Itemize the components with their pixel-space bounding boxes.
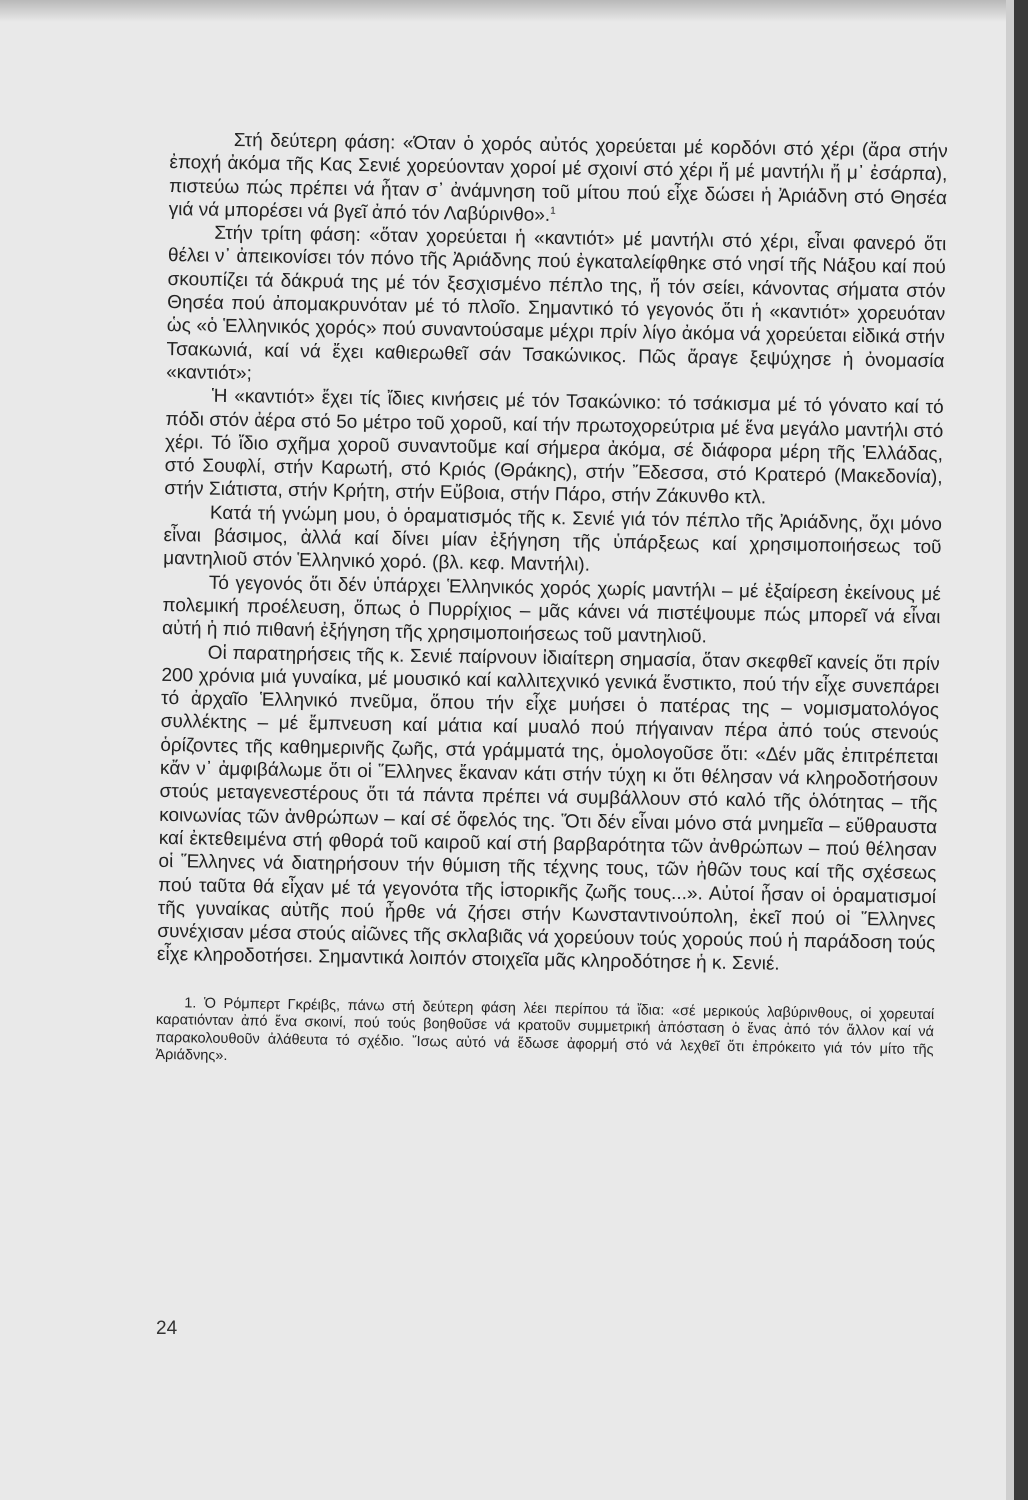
scan-page-edge bbox=[1006, 0, 1014, 1500]
paragraph bbox=[169, 128, 948, 233]
footnote-marker: 1 bbox=[550, 205, 556, 217]
footnote bbox=[155, 995, 934, 1077]
paragraph-text: Στή δεύτερη φάση: «Όταν ὁ χορός αὐτός χορεύεται μέ κορδόνι στό χέρι (ἄρα στήν ἐποχή ἀκόμα τῆς Κας Σενιέ χορεύονταν χοροί μέ σχοινί στό χέρι ἤ μέ μαντήλι ἤ μ᾽ ἐσάρπα), πιστεύω πώς πρέπει νά ἦταν σ᾽ ἀνάμνηση τοῦ μίτου πού εἶχε δώσει ἡ Ἀριάδνη στό Θησέα γιά νά μπορέσει νά βγεῖ ἀπό τόν Λαβύρινθο». bbox=[168, 130, 948, 226]
body-text bbox=[157, 128, 948, 979]
footnote-text: 1. Ὁ Ρόμπερτ Γκρέιβς, πάνω στή δεύτερη φάση λέει περίπου τά ἴδια: «σέ μερικούς λαβύρινθους, οἱ χορευταί καρατιόνταν ἀπό ἕνα σκοινί, πού τούς βοηθοῦσε νά κρατοῦν συμμετρική ἀπόσταση ὁ ἕνας ἀπό τόν ἄλλον καί νά παρακολουθοῦν ἀλάθευτα τό σχέδιο. Ἴσως αὐτό νά ἔδωσε ἀφορμή στό νά λεχθεῖ ὅτι ἐπρόκειτο γιά τόν μίτο τῆς Ἀριάδνης». bbox=[155, 995, 935, 1065]
paragraph: Ἡ «καντιότ» ἔχει τίς ἴδιες κινήσεις μέ τόν Τσακώνικο: τό τσάκισμα μέ τό γόνατο καί τό πόδι στόν ἀέρα στό 5ο μέτρο τοῦ χοροῦ, καί τήν πρωτοχορεύτρια μέ ἕνα μεγάλο μαντήλι στό χέρι. Τό ἴδιο σχῆμα χοροῦ συναντοῦμε καί σήμερα ἀκόμα, σέ διάφορα μέρη τῆς Ἑλλάδας, στό Σουφλί, στήν Καρωτή, στό Κριός (Θράκης), στήν Ἔδεσσα, στό Κρατερό (Μακεδονία), στήν Σιάτιστα, στήν Κρήτη, στήν Εὔβοια, στήν Πάρο, στήν Ζάκυνθο κτλ. bbox=[164, 385, 944, 509]
page-content bbox=[155, 128, 948, 1077]
paragraph: Οἱ παρατηρήσεις τῆς κ. Σενιέ παίρνουν ἰδιαίτερη σημασία, ὅταν σκεφθεῖ κανείς ὅτι πρίν 200 χρόνια μιά γυναίκα, μέ μουσικό καί καλλιτεχνικό γενικά ἔνστικτο, πού τήν εἶχε συνεπάρει τό ἀρχαῖο Ἑλληνικό πνεῦμα, ὅπου τήν εἶχε μυήσει ὁ πατέρας της – νομισματολόγος συλλέκτης – μέ ἔμπνευση καί μάτια καί μυαλό πού πήγαιναν πέρα ἀπό τούς στενούς ὁρίζοντες τῆς καθημερινῆς ζωῆς, στά γράμματά της, ὁμολογοῦσε ὅτι: «Δέν μᾶς ἐπιτρέπεται κἄν ν᾽ ἀμφιβάλωμε ὅτι οἱ Ἕλληνες ἔκαναν κάτι στήν τύχη κι ὅτι θέλησαν νά κληροδοτήσουν στούς μεταγενεστέρους ὅτι τά πάντα πρέπει νά συμβάλλουν στό καλό τῆς ὁλότητας – τῆς κοινωνίας τῶν ἀνθρώπων – καί σέ ὄφελός της. Ὅτι δέν εἶναι μόνο στά μνημεῖα – εὔθραυστα καί ἐκτεθειμένα στή φθορά τοῦ καιροῦ καί στή βαρβαρότητα τῶν ἀνθρώπων – πού θέλησαν οἱ Ἕλληνες νά διατηρήσουν τήν θύμιση τῆς τέχνης τους, τῶν ἠθῶν τους καί τῆς σχέσεως πού ταῦτα θά εἶχαν μέ τά γεγονότα τῆς ἱστορικῆς ζωῆς τους...». Αὐτοί ἦσαν οἱ ὁραματισμοί τῆς γυναίκας αὐτῆς πού ἦρθε νά ζήσει στήν Κωνσταντινούπολη, ἐκεῖ πού οἱ Ἕλληνες συνέχισαν μέσα στούς αἰῶνες τῆς σκλαβιᾶς νά χορεύουν τούς χορούς πού ἡ παράδοση τούς εἶχε κληροδοτήσει. Σημαντικά λοιπόν στοιχεῖα μᾶς κληροδότησε ἡ κ. Σενιέ. bbox=[156, 642, 940, 976]
page-number: 24 bbox=[156, 1318, 178, 1339]
paragraph: Τό γεγονός ὅτι δέν ὑπάρχει Ἑλληνικός χορός χωρίς μαντήλι – μέ ἐξαίρεση ἐκείνους μέ πολεμική προέλευση, ὅπως ὁ Πυρρίχιος – μᾶς κάνει νά πιστέψουμε πώς μπορεῖ νά εἶναι αὐτή ἡ πιό πιθανή ἐξήγηση τῆς χρησιμοποιήσεως τοῦ μαντηλιοῦ. bbox=[161, 572, 941, 648]
scan-right-border bbox=[1014, 0, 1028, 1500]
paragraph: Στήν τρίτη φάση: «ὅταν χορεύεται ἡ «καντιότ» μέ μαντήλι στό χέρι, εἶναι φανερό ὅτι θέλει ν᾽ ἀπεικονίσει τόν πόνο τῆς Ἀριάδνης πού ἐγκαταλείφθηκε στό νησί τῆς Νάξου καί πού σκουπίζει τά δάκρυά της μέ τόν ξεσχισμένο πέπλο της, ἤ τόν σείει, κάνοντας σήματα στόν Θησέα πού ἀπομακρυνόταν μέ τό πλοῖο. Σημαντικό τό γεγονός ὅτι ἡ «καντιότ» χορευόταν ὡς «ὁ Ἑλληνικός χορός» πού συναντούσαμε μέχρι πρίν λίγο ἀκόμα νά χορεύεται εἰδικά στήν Τσακωνιά, καί νά ἔχει καθιερωθεῖ σάν Τσακώνικος. Πῶς ἄραγε ξεψύχησε ἡ ὀνομασία «καντιότ»; bbox=[165, 222, 947, 385]
scan-top-shadow bbox=[0, 0, 1028, 22]
paragraph: Κατά τή γνώμη μου, ὁ ὁραματισμός τῆς κ. Σενιέ γιά τόν πέπλο τῆς Ἀριάδνης, ὄχι μόνο εἶναι βάσιμος, ἀλλά καί δίνει μίαν ἐξήγηση τῆς ὑπάρξεως καί χρησιμοποιήσεως τοῦ μαντηλιοῦ στόν Ἑλληνικό χορό. (βλ. κεφ. Μαντήλι). bbox=[163, 502, 943, 576]
